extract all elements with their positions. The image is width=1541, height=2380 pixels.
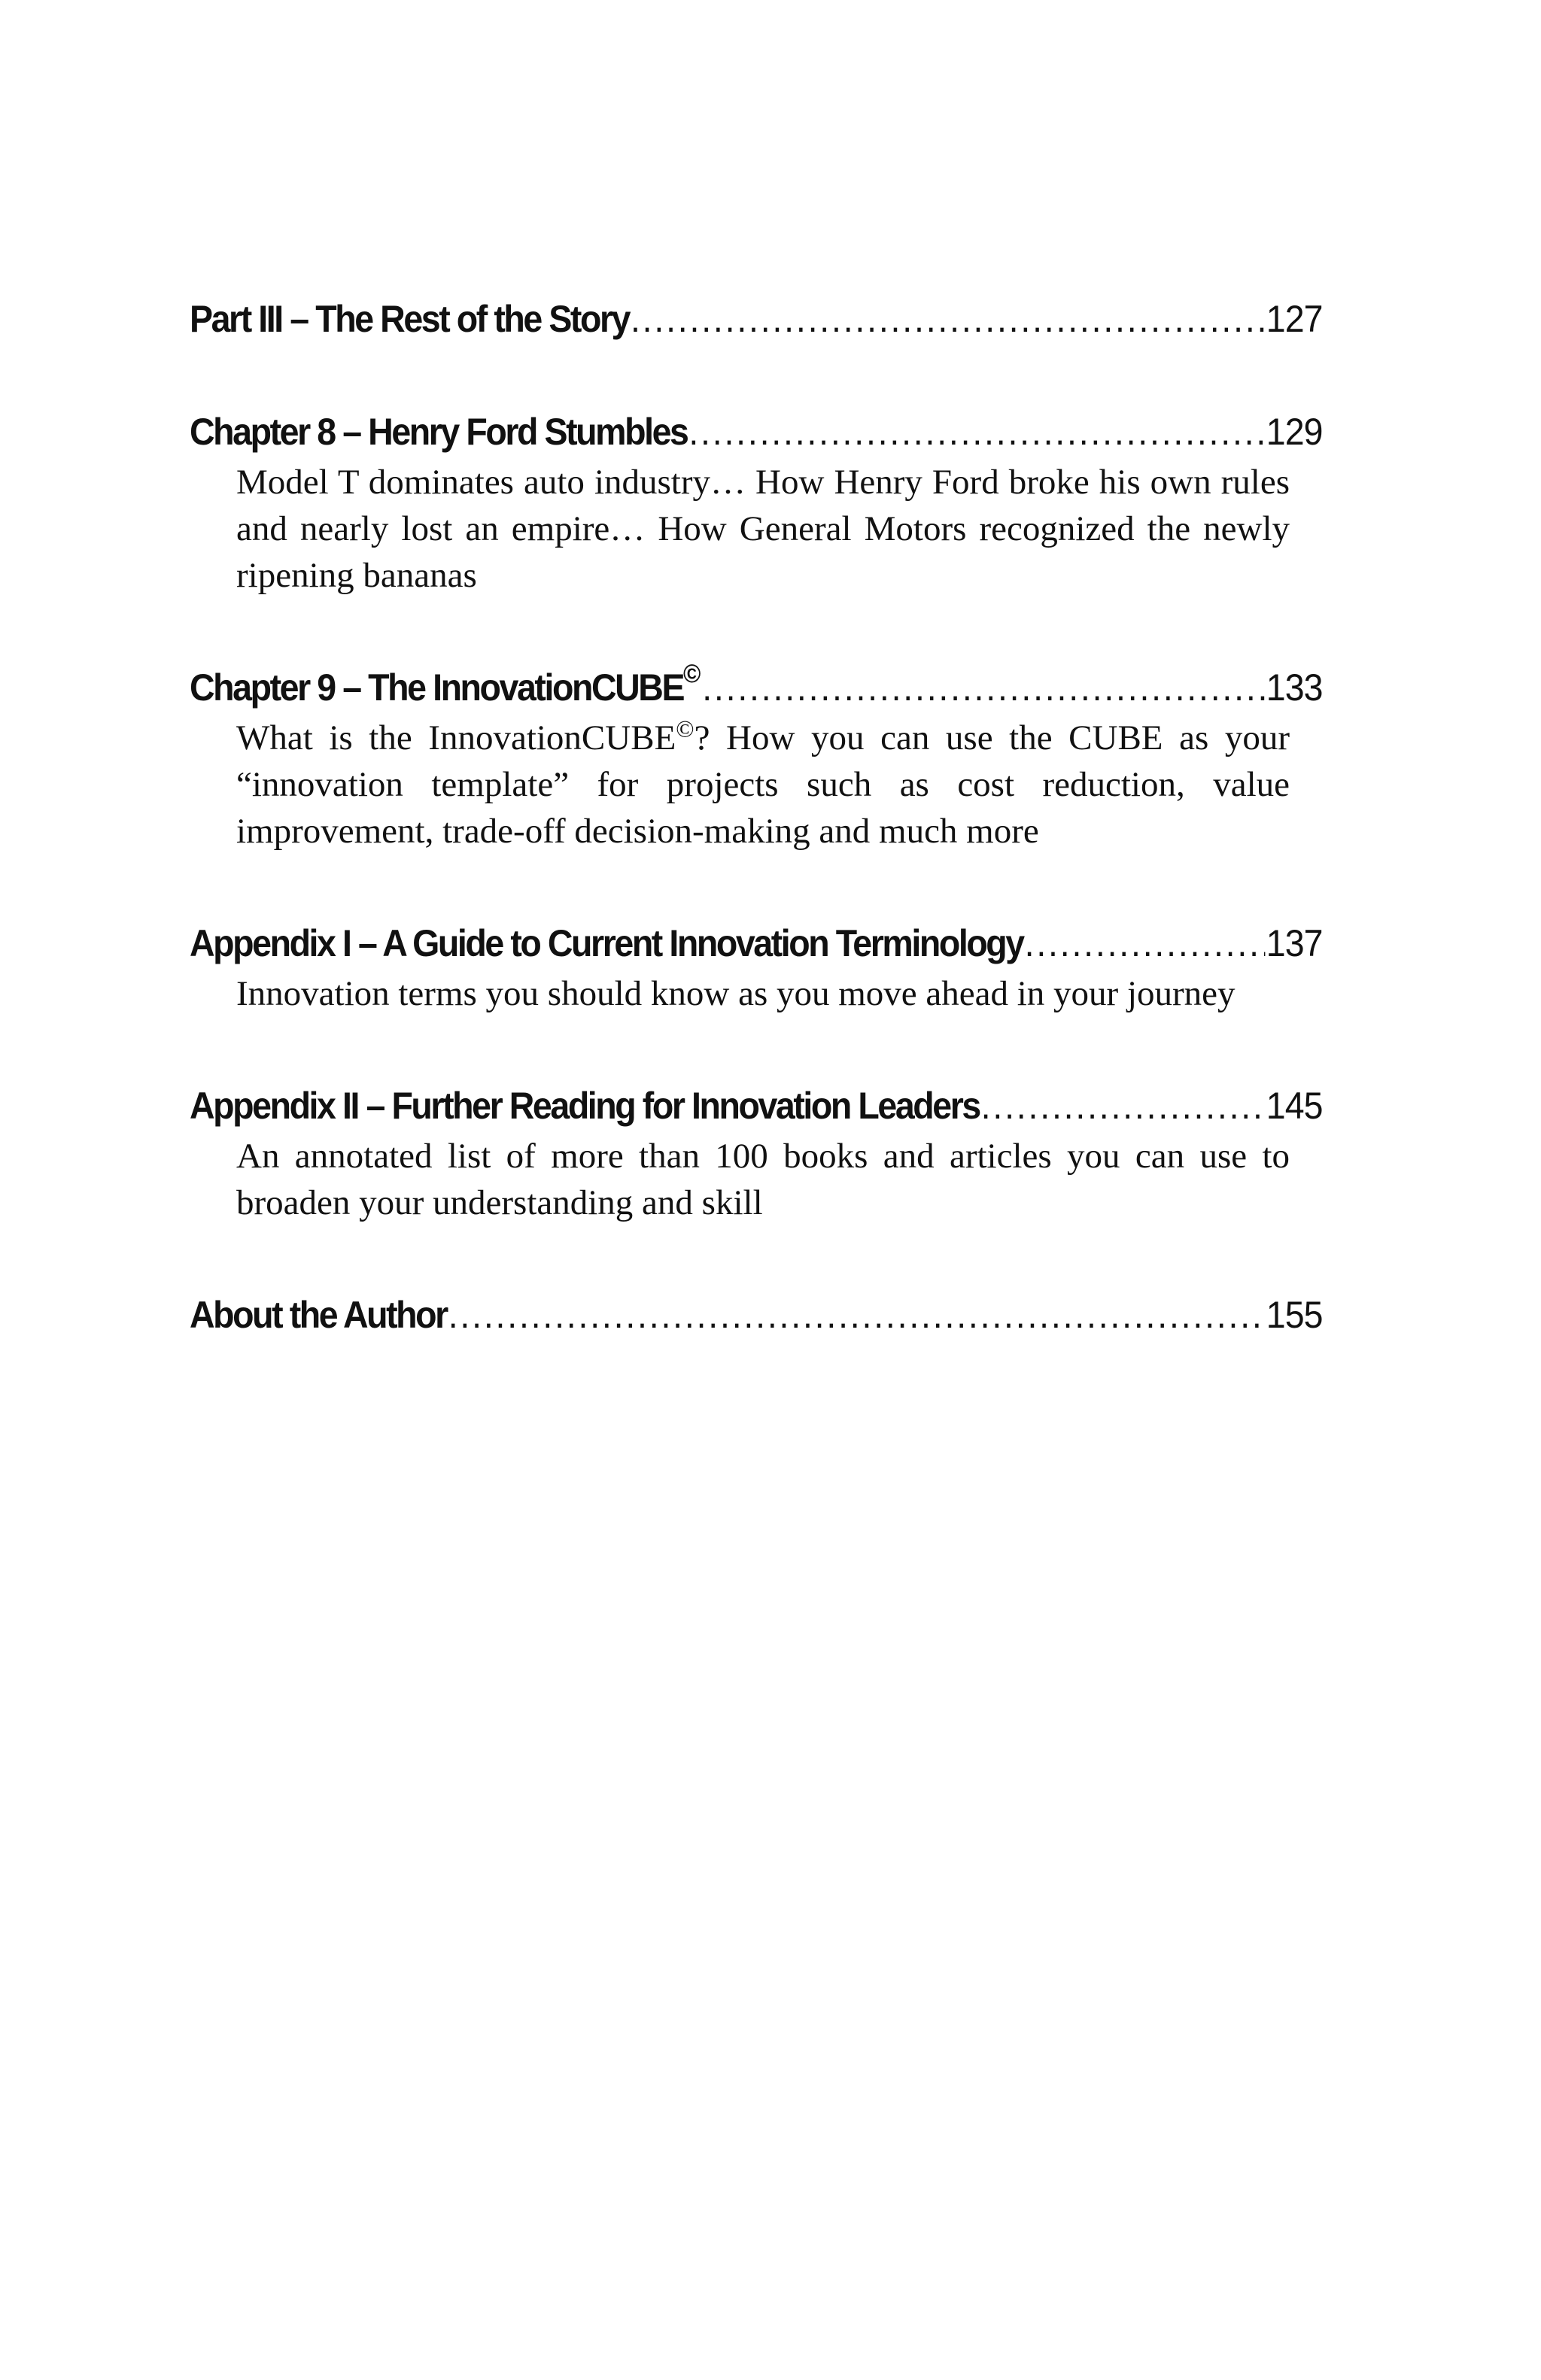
toc-entry-title: Part III – The Rest of the Story <box>190 298 630 340</box>
dot-leader <box>981 1082 1265 1130</box>
toc-entry-appendix-1 <box>190 919 1323 1017</box>
toc-page-number: 133 <box>1266 666 1323 709</box>
toc-heading <box>190 1291 1323 1339</box>
description-text-part2: ? How you can use the CUBE as your “innovation template” for projects such as cost reduction, value improvement, trade-off decision-making and much more <box>236 718 1290 851</box>
toc-entry-about-author <box>190 1291 1323 1339</box>
toc-entry-description: Innovation terms you should know as you move ahead in your journey <box>236 974 1236 1013</box>
toc-heading <box>190 1082 1323 1130</box>
toc-page-number: 129 <box>1266 411 1323 453</box>
toc-entry-part-3 <box>190 295 1323 343</box>
table-of-contents <box>190 295 1323 1339</box>
toc-entry-title: About the Author <box>190 1294 447 1336</box>
dot-leader <box>688 408 1265 456</box>
toc-heading <box>190 408 1323 456</box>
dot-leader <box>631 295 1265 343</box>
copyright-mark: © <box>676 715 695 742</box>
toc-heading <box>190 660 1323 712</box>
toc-entry-title: Appendix I – A Guide to Current Innovation Terminology <box>190 922 1023 964</box>
toc-entry-description <box>236 715 1290 855</box>
toc-entry-title <box>190 660 701 712</box>
description-text-part1: What is the InnovationCUBE <box>236 718 676 757</box>
toc-heading <box>190 919 1323 967</box>
dot-leader <box>1025 919 1265 967</box>
toc-entry-description: An annotated list of more than 100 books and articles you can use to broaden your understanding and skill <box>236 1137 1290 1222</box>
toc-entry-chapter-8 <box>190 408 1323 599</box>
toc-entry-chapter-9 <box>190 660 1323 855</box>
copyright-mark: © <box>683 660 701 689</box>
dot-leader <box>448 1291 1265 1339</box>
toc-entry-title: Chapter 8 – Henry Ford Stumbles <box>190 411 688 453</box>
dot-leader <box>702 663 1265 712</box>
toc-entry-description: Model T dominates auto industry… How Henry Ford broke his own rules and nearly lost an empire… How General Motors recognized the newly ripening bananas <box>236 463 1290 595</box>
toc-page-number: 145 <box>1266 1085 1323 1127</box>
toc-entry-title: Appendix II – Further Reading for Innovation Leaders <box>190 1085 980 1127</box>
toc-entry-title-text: Chapter 9 – The InnovationCUBE <box>190 666 684 709</box>
toc-page-number: 127 <box>1266 298 1323 340</box>
toc-heading <box>190 295 1323 343</box>
toc-page-number: 155 <box>1266 1294 1323 1336</box>
toc-entry-appendix-2 <box>190 1082 1323 1226</box>
toc-page-number: 137 <box>1266 922 1323 964</box>
